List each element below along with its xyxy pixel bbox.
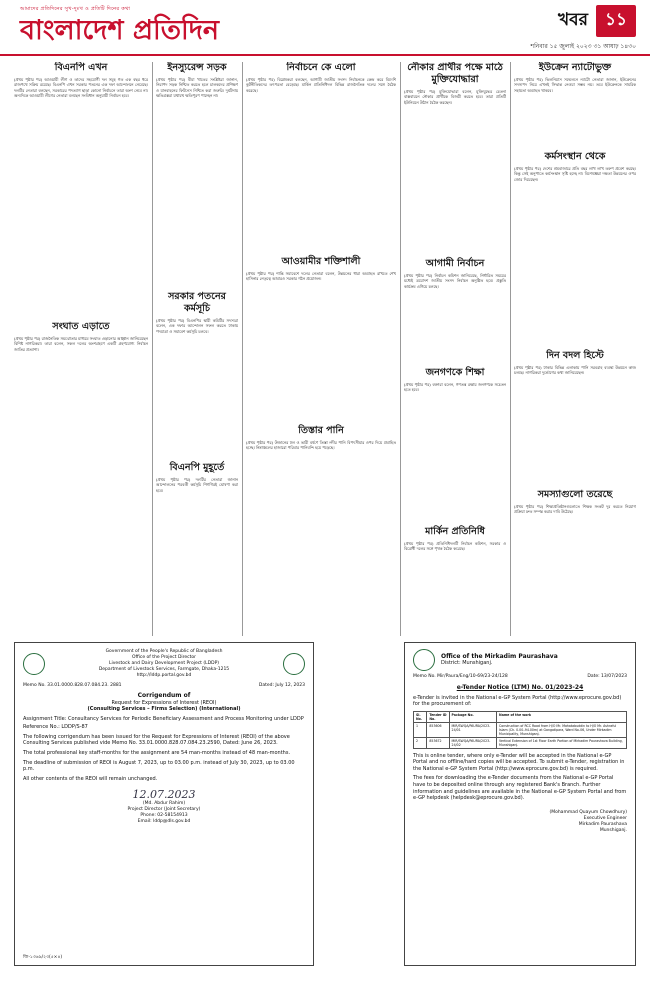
tender-office: Office of the Mirkadim Paurashava <box>441 652 558 660</box>
memo-date: Dated: July 12, 2023 <box>258 683 305 688</box>
article-body: (প্রথম পৃষ্ঠার পর) আওয়ামী লীগ ও তাদের সহযোগী দল সমূহ গত এক বছর ধরে রাজপথে সক্রিয় রয়েছে। বিএনপি এখন সরকার পতনের এক দফা আন্দোলনে নেমেছে। দলটির নেতারা বলছেন, সরকারের পদত্যাগ ছাড়া কোনো নির্বাচনে তারা অংশ নেবে না। অন্যদিকে আওয়ামী লীগের নেতারা বলছেন সংবিধান অনুযায়ী নির্বাচন হবে। <box>14 77 148 99</box>
signer-email: Email: lddp@dls.gov.bd <box>137 819 191 825</box>
ad-code: জি-১৩৬৯/২৩(৫×৪) <box>23 955 63 960</box>
col-header: Tender ID No. <box>427 711 449 722</box>
article-headline: সমস্যাগুলো তরেছে <box>537 489 613 500</box>
article-body: (প্রথম পৃষ্ঠার পর) উজানের ঢল ও ভারী বর্ষণে তিস্তা নদীর পানি বিপৎসীমার ওপর দিয়ে প্রবাহিত হচ্ছে। নিম্নাঞ্চলের হাজারো পরিবার পানিবন্দি হয়ে পড়েছে। <box>246 440 396 451</box>
article-body: (প্রথম পৃষ্ঠার পর) নির্বাচন কমিশন জানিয়েছে, নির্ধারিত সময়ের মধ্যেই ত্রয়োদশ জাতীয় সংসদ নির্বাচন অনুষ্ঠিত হবে। প্রস্তুতি কার্যক্রম এগিয়ে চলছে। <box>404 273 506 289</box>
office-name: Office of the Project Director <box>131 655 197 660</box>
paurashava-logo-icon <box>413 649 435 671</box>
tender-para: The fees for downloading the e-Tender documents from the National e-GP Portal have to be deposited online through any registered Bank's Branch. Further information and guidelines are available in the National e-GP System Portal and from e-GP helpdesk (helpdesk@eprocure.gov.bd). <box>413 775 627 802</box>
article-body: (প্রথম পৃষ্ঠার পর) ভিলনিয়াস সম্মেলনে ন্যাটো নেতারা জানান, ইউক্রেনের সদস্যপদ নিয়ে এখনই সিদ্ধান্ত নেওয়া সম্ভব নয়। তবে ইউক্রেনকে সামরিক সহায়তা অব্যাহত থাকবে। <box>514 77 636 93</box>
col-header: Package No. <box>449 711 497 722</box>
article-headline: আওয়ামীর শক্তিশালী <box>281 256 361 267</box>
article-column <box>514 62 636 642</box>
mujib-logo-icon <box>283 653 305 675</box>
article-headline: মার্কিন প্রতিনিধি <box>425 526 485 537</box>
article-body: (প্রথম পৃষ্ঠার পর) রাজনৈতিক সমঝোতার মাধ্যমে সংঘাত এড়ানোর আহ্বান জানিয়েছেন বিশিষ্ট নাগরিকরা। তারা বলেন, সকল দলের অংশগ্রহণে একটি গ্রহণযোগ্য নির্বাচন জাতির প্রত্যাশা। <box>14 336 148 352</box>
article-body: (প্রথম পৃষ্ঠার পর) দেশের শ্রমবাজারে প্রতি বছর লাখ লাখ তরুণ প্রবেশ করছে। কিন্তু সেই অনুপাতে কর্মসংস্থান সৃষ্টি হচ্ছে না। বিশেষজ্ঞরা দক্ষতা উন্নয়নের ওপর জোর দিয়েছেন। <box>514 166 636 182</box>
project-url: http://lddp.portal.gov.bd <box>136 673 192 678</box>
column-divider <box>400 62 401 636</box>
article-headline: বিএনপি এখন <box>54 62 108 73</box>
tender-district: District: Munshiganj. <box>441 660 493 667</box>
article-headline: তিস্তার পানি <box>298 425 344 436</box>
corrigendum-para: All other contents of the REOI will remain unchanged. <box>23 775 158 782</box>
issue-date: শনিবার ১৫ জুলাই ২০২৩ ৩১ আষাঢ় ১৪৩০ <box>530 43 636 50</box>
column-divider <box>510 62 511 636</box>
tender-notice-ad <box>404 642 636 966</box>
project-name: Livestock and Dairy Development Project (LDDP) <box>108 661 220 666</box>
article-column <box>14 62 148 642</box>
column-divider <box>242 62 243 636</box>
tender-date: Date: 13/07/2023 <box>587 674 627 679</box>
article-headline: জনগণকে শিক্ষা <box>425 367 485 378</box>
tender-table-header <box>414 711 627 722</box>
article-body: (প্রথম পৃষ্ঠার পর) প্রতিনিধিদলটি নির্বাচন কমিশন, সরকার ও বিরোধী দলের সঙ্গে পৃথক বৈঠক করেছে। <box>404 541 506 552</box>
section-name: খবর <box>558 10 588 30</box>
article-column <box>246 62 396 642</box>
tender-signer: (Mohammad Quayum Chowdhury) <box>549 809 627 815</box>
article-headline: নির্বাচনে কে এলো <box>286 62 356 73</box>
signer-name: (Md. Abdur Rahim) <box>142 801 186 807</box>
article-column <box>156 62 238 642</box>
article-body: (প্রথম পৃষ্ঠার পর) দলটির নেতারা জানান আন্দোলনের পরবর্তী কর্মসূচি শিগগিরই ঘোষণা করা হবে। <box>156 477 238 493</box>
signer-title: Project Director (Joint Secretary) <box>127 807 201 813</box>
tender-title: e-Tender Notice (LTM) No. 01/2023-24 <box>456 684 584 691</box>
article-column <box>404 62 506 642</box>
article-headline: সরকার পতনের কর্মসূচি <box>168 291 226 314</box>
signer-phone: Phone: 02-58154913 <box>140 813 188 819</box>
logo-tagline: আমাদের প্রতিদিনের সুখ-দুঃখ ও প্রতিটি দিনের কথা <box>20 6 131 12</box>
dept-name: Department of Livestock Services, Farmgate, Dhaka-1215 <box>98 667 230 672</box>
article-headline: সংঘাত এড়াতে <box>52 321 110 332</box>
article-body: (প্রথম পৃষ্ঠার পর) শিক্ষাপ্রতিষ্ঠানগুলোতে শিক্ষক সংকট দূর করতে নিয়োগ প্রক্রিয়া দ্রুত সম্পন্ন করার দাবি উঠেছে। <box>514 504 636 515</box>
tender-memo: Memo No. Mir/Paura/Eng/10-69/23-24/128 <box>413 674 508 679</box>
masthead <box>0 0 650 56</box>
table-cell: 2 <box>414 737 427 748</box>
article-body: (প্রথম পৃষ্ঠার পর) বিশ্লেষকরা বলছেন, আগামী জাতীয় সংসদ নির্বাচনকে কেন্দ্র করে বিদেশি কূটনীতিকদের তৎপরতা বেড়েছে। মার্কিন প্রতিনিধিদল বিভিন্ন রাজনৈতিক দলের সঙ্গে বৈঠক করেছে। <box>246 77 396 93</box>
article-headline: নৌকার প্রার্থীর পক্ষে মাঠে মুক্তিযোদ্ধারা <box>407 62 503 85</box>
article-body: (প্রথম পৃষ্ঠার পর) বীমা খাতের সংশ্লিষ্টরা জানান, নিরাপদ সড়ক নিশ্চিত করতে হলে চালকদের প্রশিক্ষণ ও যানবাহনের ফিটনেস নিশ্চিত করা জরুরি। দুর্ঘটনায় ক্ষতিগ্রস্তরা যথাযথ ক্ষতিপূরণ পাচ্ছেন না। <box>156 77 238 99</box>
article-headline: দিন বদল হিস্টে <box>546 350 604 361</box>
article-headline: আগামী নির্বাচন <box>425 258 485 269</box>
gov-name: Government of the People's Republic of Bangladesh <box>105 649 223 654</box>
article-body: (প্রথম পৃষ্ঠার পর) শান্তি সমাবেশে দলের নেতারা বলেন, উন্নয়নের ধারা অব্যাহত রাখতে শেখ হাসিনার নেতৃত্বে আবারও সরকার গঠন প্রয়োজন। <box>246 271 396 282</box>
ldpp-corrigendum-ad <box>14 642 314 966</box>
table-cell: Construction of RCC Road from H/O Mr. Mahatabuddin to H/O Mr. Ashraful Islam (Ch. 0.00–94.00m) at Gangatipara, Ward No-06, Under Mirkadim Municipality, Munshiganj. <box>497 722 627 737</box>
tender-signer-office: Mirkadim Paurashava <box>578 821 627 827</box>
section-badge <box>558 5 636 37</box>
signature: 12.07.2023 <box>132 788 196 802</box>
tender-para: This is online tender, where only e-Tender will be accepted in the National e-GP Portal and no offline/hard copies will be accepted. To submit e-Tender, registration in the National e-GP System Portal (http://www.eprocure.gov.bd) is required. <box>413 752 625 772</box>
memo-no: Memo No. 33.01.0000.828.07.084.23. 2881 <box>23 683 122 688</box>
newspaper-logo <box>20 6 225 50</box>
col-header: Name of the work <box>497 711 627 722</box>
tender-signer-place: Munshiganj. <box>599 827 627 833</box>
page-number: ১১ <box>596 5 636 37</box>
table-cell: MIR/SWQA/PAURA/2023-24/01 <box>449 722 497 737</box>
article-body: (প্রথম পৃষ্ঠার পর) মুক্তিযোদ্ধারা বলেন, মুক্তিযুদ্ধের চেতনা বাস্তবায়নে নৌকার প্রার্থীকে বিজয়ী করতে হবে। তারা প্রতিটি ইউনিয়নে উঠান বৈঠক করছেন। <box>404 89 506 105</box>
reference-no: Reference No.: LDDP/S-87 <box>23 724 88 731</box>
corrigendum-para: The deadline of submission of REOI is August 7, 2023, up to 03.00 p.m. instead of July 30, 2023, up to 03.00 p.m. <box>23 759 295 773</box>
table-cell: 853606 <box>427 722 449 737</box>
tender-intro: e-Tender is invited in the National e-GP System Portal (http://www.eprocure.gov.bd) for the procurement of: <box>413 694 622 708</box>
article-headline: কর্মসংস্থান থেকে <box>544 151 606 162</box>
corrigendum-para: The following corrigendum has been issued for the Request for Expressions of Interest (REOI) of the above Consulting Services published vide Memo No. 33.01.0000.828.07.084.23.2590, Dated: June 26, 2023. <box>23 733 290 747</box>
assignment-title: Assignment Title: Consultancy Services for Periodic Beneficiary Assessment and Process Monitoring under LDDP <box>23 715 304 722</box>
table-cell: MIR/SWQA/PAURA/2023-24/02 <box>449 737 497 748</box>
table-row <box>414 737 627 748</box>
article-headline: বিএনপি মুহূর্তে <box>169 462 225 473</box>
article-headline: ইনস্যুরেন্স সড়ক <box>167 62 227 73</box>
tender-signer-title: Executive Engineer <box>583 815 627 821</box>
article-body: (প্রথম পৃষ্ঠার পর) ঢাকার বিভিন্ন এলাকায় পানি সরবরাহ ব্যবস্থা উন্নয়নে কাজ চলছে। নাগরিকরা দুর্ভোগের কথা জানিয়েছেন। <box>514 365 636 376</box>
table-cell: 853672 <box>427 737 449 748</box>
ldpp-logo-icon <box>23 653 45 675</box>
table-cell: 1 <box>414 722 427 737</box>
article-headline: ইউক্রেন ন্যাটোভুক্ত <box>538 62 612 73</box>
corrigendum-heading: Corrigendum of <box>137 692 191 699</box>
col-header: Sl. No. <box>414 711 427 722</box>
article-body: (প্রথম পৃষ্ঠার পর) বিএনপির স্থায়ী কমিটির সদস্যরা বলেন, এক দফার আন্দোলন সফল করতে ঢাকায় পদযাত্রা ও সমাবেশ কর্মসূচি চলবে। <box>156 318 238 334</box>
corrigendum-para: The total professional key staff-months for the assignment are 54 man-months instead of 48 man-months. <box>23 750 291 757</box>
reoi-heading: Request for Expressions of Interest (REOI) <box>111 699 217 706</box>
article-body: (প্রথম পৃষ্ঠার পর) বক্তারা বলেন, গণতন্ত্র রক্ষায় জনগণকে সচেতন হতে হবে। <box>404 382 506 393</box>
column-divider <box>152 62 153 636</box>
logo-title: বাংলাদেশ প্রতিদিন <box>20 15 219 46</box>
consulting-type: (Consulting Services – Firms Selection) (International) <box>87 706 241 713</box>
tender-table <box>413 711 627 749</box>
table-cell: Vertical Extension of 1st Floor Earth Portion of Mirkadim Paurashava Building, Munshiganj. <box>497 737 627 748</box>
table-row <box>414 722 627 737</box>
